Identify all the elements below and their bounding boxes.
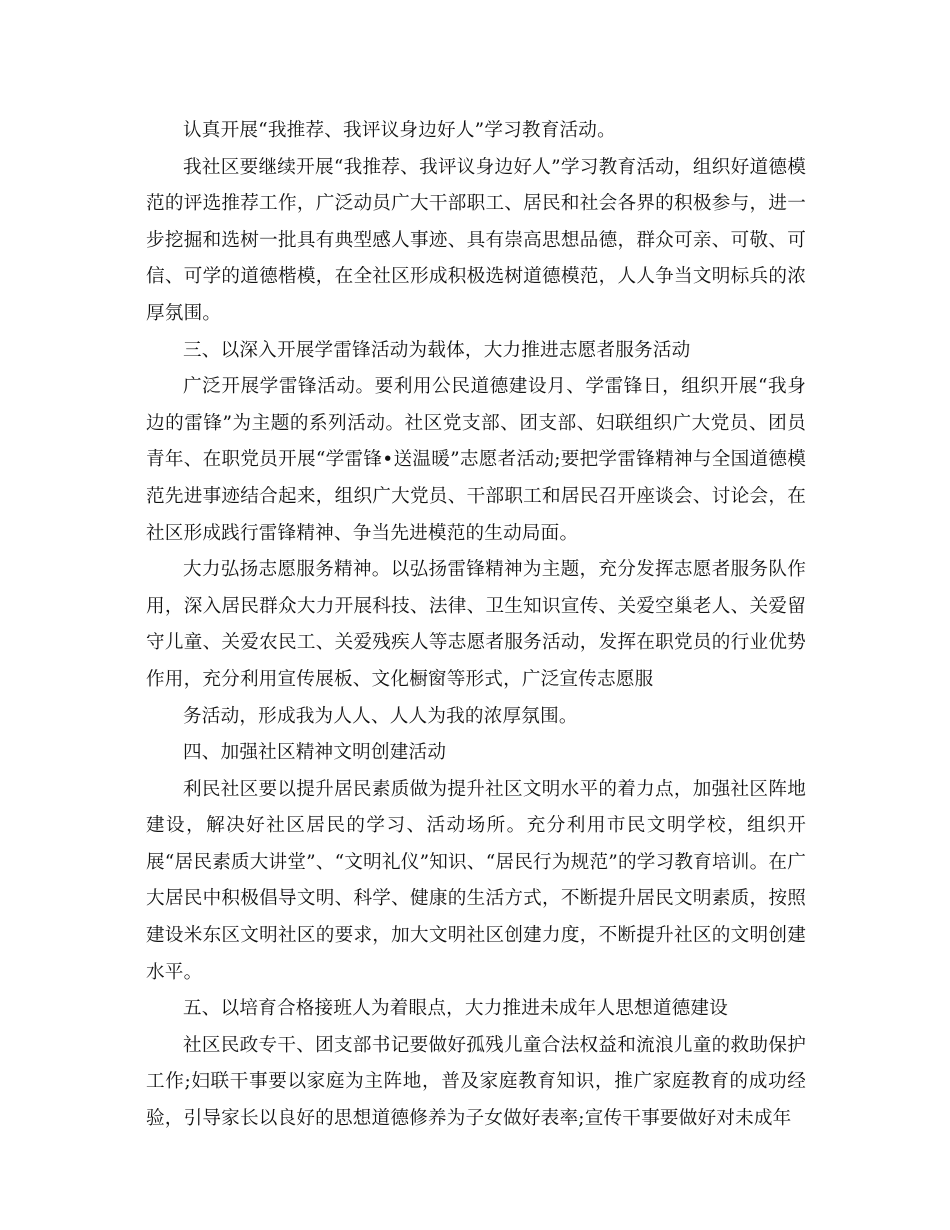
paragraph-community-civilization: 利民社区要以提升居民素质做为提升社区文明水平的着力点，加强社区阵地建设，解决好社区居民的学习、活动场所。充分利用市民文明学校，组织开展“居民素质大讲堂”、“文明礼仪”知识、“居民行为规范”的学习教育培训。在广大居民中积极倡导文明、科学、健康的生活方式，不断提升居民文明素质，按照建设米东区文明社区的要求，加大文明社区创建力度，不断提升社区的文明创建水平。 — [146, 778, 806, 983]
section-heading-five: 五、以培育合格接班人为着眼点，大力推进未成年人思想道德建设 — [183, 998, 729, 1020]
paragraph-intro-heading: 认真开展“我推荐、我评议身边好人”学习教育活动。 — [183, 120, 616, 141]
section-heading-three: 三、以深入开展学雷锋活动为载体，大力推进志愿者服务活动 — [183, 339, 691, 361]
paragraph-leifeng-activities: 广泛开展学雷锋活动。要利用公民道德建设月、学雷锋日，组织开展“我身边的雷锋”为主题的系列活动。社区党支部、团支部、妇联组织广大党员、团员青年、在职党员开展“学雷锋•送温暖”志愿者活动;要把学雷锋精神与全国道德模范先进事迹结合起来，组织广大党员、干部职工和居民召开座谈会、讨论会，在社区形成践行雷锋精神、争当先进模范的生动局面。 — [146, 376, 806, 544]
paragraph-volunteer-spirit: 大力弘扬志愿服务精神。以弘扬雷锋精神为主题，充分发挥志愿者服务队作用，深入居民群众大力开展科技、法律、卫生知识宣传、关爱空巢老人、关爱留守儿童、关爱农民工、关爱残疾人等志愿者服务活动，发挥在职党员的行业优势作用，充分利用宣传展板、文化橱窗等形式，广泛宣传志愿服 — [146, 559, 806, 690]
paragraph-minors-protection: 社区民政专干、团支部书记要做好孤残儿童合法权益和流浪儿童的救助保护工作;妇联干事要以家庭为主阵地，普及家庭教育知识，推广家庭教育的成功经验，引导家长以良好的思想道德修养为子女做好表率;宣传干事要做好对未成年 — [146, 1034, 806, 1130]
paragraph-good-people: 我社区要继续开展“我推荐、我评议身边好人”学习教育活动，组织好道德模范的评选推荐工作，广泛动员广大干部职工、居民和社会各界的积极参与，进一步挖掘和选树一批具有典型感人事迹、具有崇高思想品德，群众可亲、可敬、可信、可学的道德楷模，在全社区形成积极选树道德模范，人人争当文明标兵的浓厚氛围。 — [146, 156, 806, 324]
paragraph-volunteer-continued: 务活动，形成我为人人、人人为我的浓厚氛围。 — [183, 705, 578, 727]
document-body — [146, 113, 806, 1138]
section-heading-four: 四、加强社区精神文明创建活动 — [183, 742, 447, 764]
